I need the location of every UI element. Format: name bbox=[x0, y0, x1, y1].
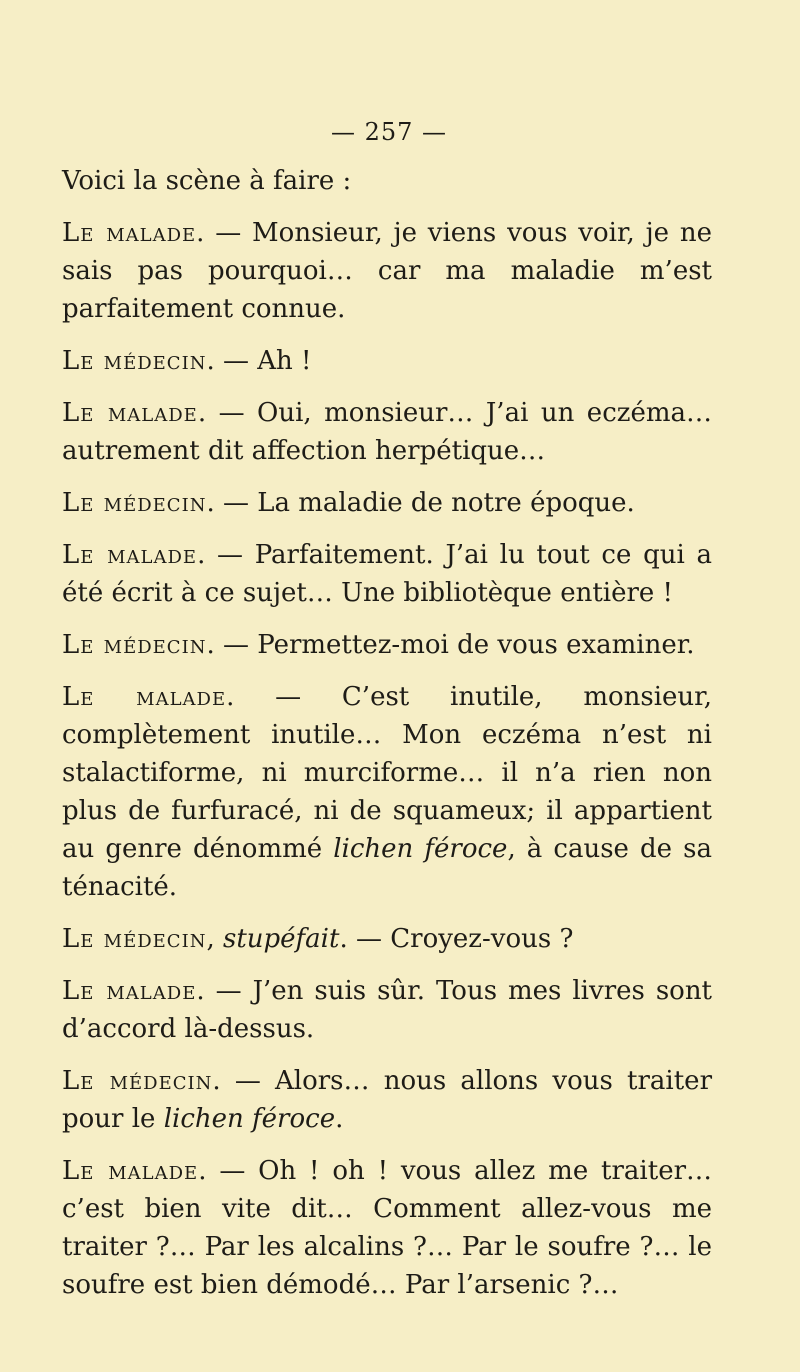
dialogue-text: — Permettez-moi de vous examiner. bbox=[222, 630, 695, 660]
dialogue-text-after: , à cause de sa ténacité. bbox=[62, 834, 712, 902]
dialogue-text: — Alors… nous allons vous traiter pour le bbox=[62, 1066, 713, 1134]
speaker-name: Le malade bbox=[62, 1156, 199, 1186]
speaker-name: Le malade bbox=[62, 976, 197, 1006]
dialogue-text: — Croyez-vous ? bbox=[355, 924, 574, 954]
dialogue-line: Le médecin. — Ah ! bbox=[62, 346, 312, 376]
book-page bbox=[62, 118, 712, 1304]
dialogue-text: — La maladie de notre époque. bbox=[222, 488, 635, 518]
dialogue-text: — C’est inutile, monsieur, complètement inutile… Mon eczéma n’est ni stalactiforme, ni murciforme… il n’a rien non plus de furfuracé, ni de squameux; il appartient au genre dénommé bbox=[62, 682, 712, 864]
italic-term: lichen féroce bbox=[163, 1104, 336, 1134]
page-number: — 257 — bbox=[330, 118, 448, 146]
dialogue-text: — J’en suis sûr. Tous mes livres sont d’accord là-dessus. bbox=[62, 976, 713, 1044]
speaker-name: Le médecin bbox=[62, 346, 207, 376]
speaker-name: Le médecin bbox=[62, 488, 207, 518]
speaker-name: Le malade bbox=[62, 540, 198, 570]
intro-line: Voici la scène à faire : bbox=[62, 166, 352, 196]
dialogue-line: Le médecin, stupéfait. — Croyez-vous ? bbox=[62, 924, 574, 954]
dialogue-line: Le malade. — Oh ! oh ! vous allez me traiter… c’est bien vite dit… Comment allez-vous me traiter ?… Par les alcalins ?… Par le soufre ?… le soufre est bien démodé… Par l’arsenic ?… bbox=[62, 1156, 713, 1300]
dialogue-line: Le malade. — Parfaitement. J’ai lu tout ce qui a été écrit à ce sujet… Une bibliotèque entière ! bbox=[62, 540, 712, 608]
italic-term: lichen féroce bbox=[333, 834, 508, 864]
dialogue bbox=[62, 214, 712, 1304]
dialogue-text-after: . bbox=[335, 1104, 344, 1134]
speaker-name: Le médecin bbox=[62, 924, 207, 954]
dialogue-line: Le médecin. — Alors… nous allons vous traiter pour le lichen féroce. bbox=[62, 1066, 713, 1134]
dialogue-line: Le médecin. — Permettez-moi de vous examiner. bbox=[62, 630, 695, 660]
speaker-name: Le malade bbox=[62, 398, 198, 428]
speaker-name: Le malade bbox=[62, 682, 227, 712]
dialogue-line: Le malade. — J’en suis sûr. Tous mes livres sont d’accord là-dessus. bbox=[62, 976, 713, 1044]
dialogue-line: Le médecin. — La maladie de notre époque. bbox=[62, 488, 635, 518]
dialogue-text: — Oui, monsieur… J’ai un eczéma… autrement dit affection herpétique… bbox=[62, 398, 712, 466]
dialogue-text: — Parfaitement. J’ai lu tout ce qui a été écrit à ce sujet… Une bibliotèque entière ! bbox=[62, 540, 712, 608]
dialogue-text: — Oh ! oh ! vous allez me traiter… c’est bien vite dit… Comment allez-vous me traiter ?… Par les alcalins ?… Par le soufre ?… le soufre est bien démodé… Par l’arsenic ?… bbox=[62, 1156, 713, 1300]
dialogue-line: Le malade. — Oui, monsieur… J’ai un eczéma… autrement dit affection herpétique… bbox=[62, 398, 712, 466]
stage-direction: stupéfait bbox=[222, 924, 340, 954]
speaker-name: Le malade bbox=[62, 218, 197, 248]
speaker-name: Le médecin bbox=[62, 1066, 213, 1096]
dialogue-line: Le malade. — C’est inutile, monsieur, complètement inutile… Mon eczéma n’est ni stalactiforme, ni murciforme… il n’a rien non plus de furfuracé, ni de squameux; il appartient au genre dénommé lichen féroce, à cause de sa ténacité. bbox=[62, 682, 712, 902]
dialogue-text: — Ah ! bbox=[222, 346, 312, 376]
dialogue-line: Le malade. — Monsieur, je viens vous voir, je ne sais pas pourquoi… car ma maladie m’est parfaitement connue. bbox=[62, 218, 712, 324]
speaker-name: Le médecin bbox=[62, 630, 207, 660]
dialogue-text: — Monsieur, je viens vous voir, je ne sais pas pourquoi… car ma maladie m’est parfaitement connue. bbox=[62, 218, 712, 324]
